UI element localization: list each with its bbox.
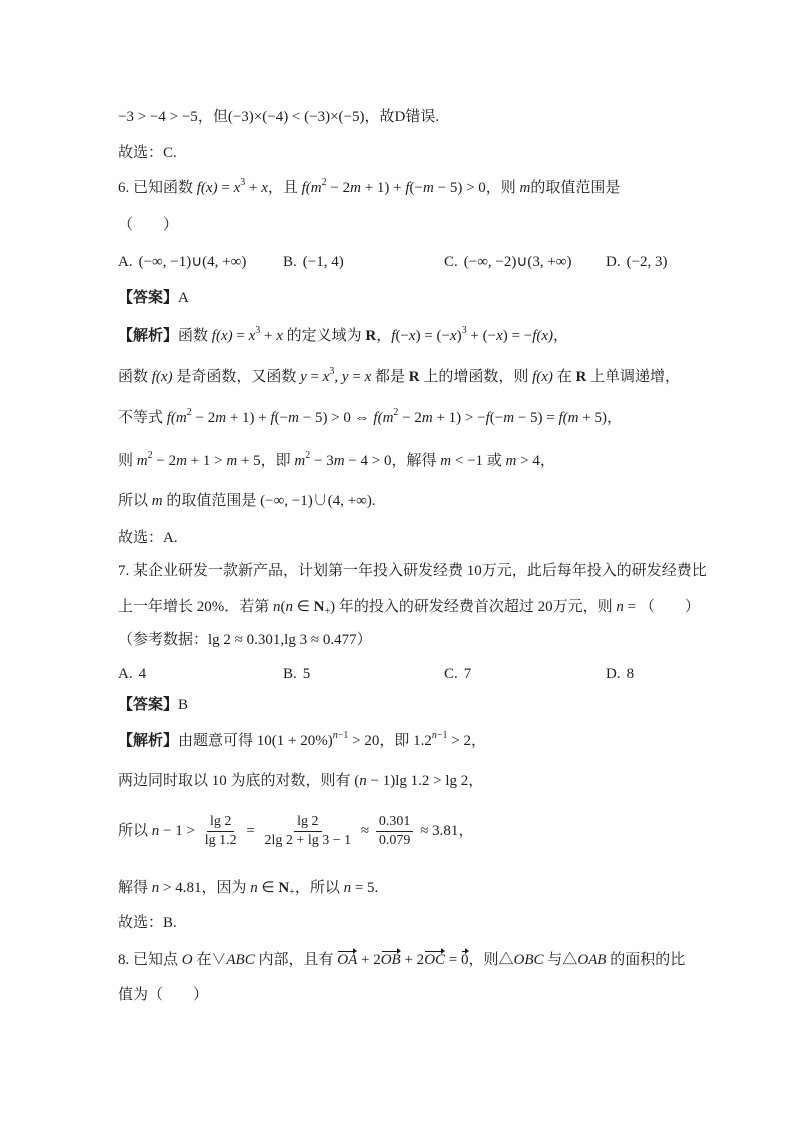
math-run: − 1 > [159,822,199,839]
text-run: 年的投入的研发经费首次超过 20万元，则 [335,599,617,615]
q6-stem-line-2 [118,214,178,236]
option-value: (−∞, −1)∪(4, +∞) [138,254,247,270]
math-run: (− [274,410,289,426]
option-label: B. [283,254,297,270]
math-variable: m [503,410,515,426]
q8-stem-line-2 [118,984,208,1006]
math-variable: f [270,410,275,426]
text-run: . [371,493,376,509]
math-run: ( [280,599,286,615]
text-run: 上的增函数，则 [419,369,533,385]
math-run: > 4.81 [159,880,202,896]
q7-option-d [606,663,634,685]
math-variable: n [431,730,437,741]
bold-label: 【答案】 [118,697,179,713]
exponent: 2 [321,177,327,188]
text-run: 故选：C. [118,145,177,161]
math-variable: x [276,328,283,344]
math-variable: n [151,880,160,896]
math-run: ≈ 3.81 [416,822,459,839]
math-run: = [232,328,249,344]
text-run: 在 [192,952,212,968]
text-run: 故选：A. [118,530,178,546]
math-variable: n [616,599,624,615]
exponent [333,730,349,741]
q6-analysis-line-5 [118,490,376,512]
text-run: 都是 [371,369,409,385]
math-run: − 5) > 0 ⇔ [298,410,374,426]
math-run: lg 2 ≈ 0.301,lg 3 ≈ 0.477 [208,632,357,648]
zero-vector: 0 [461,949,469,971]
denominator: 2lg 2 + lg 3 − 1 [264,833,352,848]
text-run: 解得 [118,880,152,896]
math-run: − 2 [152,453,177,469]
math-run: −1 [436,730,448,741]
q6-option-d [606,251,668,273]
triangle-symbol: △ [562,952,578,968]
text-run: ，且 [267,180,302,196]
q6-option-c [444,251,572,273]
option-value: 4 [138,666,147,682]
math-run: ≈ [357,822,373,839]
q6-analysis-line-4 [118,450,555,472]
prev-conclusion-line [118,106,439,128]
math-variable: n [273,599,281,615]
math-variable: n [151,822,160,839]
math-run: > 20 [348,733,380,749]
text-run: ， [468,773,484,789]
fraction-expanded [262,813,355,850]
math-variable: f [391,328,396,344]
text-run: ，故D错误. [364,109,440,125]
answer-blank: （ ） [118,217,179,233]
text-run: 与 [543,952,563,968]
math-variable: n [359,773,367,789]
math-run: + [260,328,277,344]
math-run: −3 > −4 > −5 [118,109,198,125]
math-run: (−∞, −1)∪(4, +∞) [260,493,372,509]
math-run: = [623,599,640,615]
math-variable: x [408,328,416,344]
text-run: 上一年增长 [118,599,197,615]
math-run: − 4 > 0 [344,453,392,469]
answer-value: A [178,290,189,306]
math-run: + 2 [357,952,381,968]
q6-analysis-line-3 [118,407,622,429]
math-variable: m [423,180,434,196]
q7-stem-line-2 [118,596,700,618]
q7-stem-line-1 [118,560,707,582]
text-run: ， [458,822,474,839]
text-run: 的面积的比 [606,952,686,968]
text-run: 6. 已知函数 [118,180,197,196]
math-run: + 1) + [360,180,406,196]
exponent: 3 [461,325,467,336]
text-run: 的定义域为 [282,328,366,344]
math-variable: ABC [226,952,255,968]
math-variable: f [485,410,490,426]
math-run: 20% [196,599,225,615]
math-run: = [348,369,365,385]
text-run: ， [553,328,569,344]
text-run: 则 [118,453,137,469]
math-variable: n [285,599,294,615]
math-run: − 2 [191,410,216,426]
text-run: 由题意可得 [178,733,257,749]
exponent [432,730,448,741]
math-run: < −1 [451,453,484,469]
exponent: 3 [240,177,246,188]
text-run: 上单调递增， [586,369,681,385]
text-run: 所以 [118,493,152,509]
math-variable: m [288,410,299,426]
q6-answer [118,287,189,309]
numerator: 0.301 [376,813,414,832]
math-run: = [445,952,461,968]
math-run: + [245,180,262,196]
math-variable: OAB [577,952,607,968]
fraction-numeric [376,813,414,850]
triangle-symbol: ∨ [211,952,227,968]
text-run: ， [606,410,622,426]
math-variable: m [151,493,163,509]
text-run: ，则 [485,180,520,196]
text-run: 值为（ ） [118,987,209,1003]
q6-analysis-line-1 [118,325,568,347]
text-run: . [374,880,379,896]
option-value: (−∞, −2)∪(3, +∞) [463,254,572,270]
math-run: (− [395,328,409,344]
math-run: = [306,369,323,385]
triangle-symbol: △ [498,952,514,968]
option-value: (−1, 4) [302,254,344,270]
text-run: 8. 已知点 [118,952,182,968]
option-label: A. [118,254,133,270]
math-variable: m [440,453,452,469]
numerator: lg 2 [207,813,234,832]
math-run: + 1) > − [432,410,486,426]
text-run: ，因为 [201,880,251,896]
option-value: 5 [302,666,311,682]
q7-analysis-line-4 [118,877,378,899]
math-run: ) = − [502,328,533,344]
math-run: + 5 [237,453,261,469]
math-run: − 3 [310,453,334,469]
q7-options [118,663,738,685]
math-variable: x [233,180,241,196]
math-variable: m [294,453,306,469]
math-run: (−3)×(−4) < (−3)×(−5) [227,109,365,125]
text-run: 或 [483,453,506,469]
denominator: lg 1.2 [204,833,237,848]
q7-reference-data [118,629,372,651]
exponent: 3 [255,325,261,336]
math-variable: m [226,453,238,469]
math-variable: m [215,410,227,426]
math-variable: f(m [373,410,394,426]
text-run: ，但 [197,109,228,125]
math-run: + 5) [578,410,607,426]
real-set-symbol: R [575,369,587,385]
option-value: (−2, 3) [626,254,668,270]
math-variable: f(m [166,410,187,426]
real-set-symbol: R [365,328,377,344]
math-variable: x [496,328,503,344]
q6-option-a [118,251,246,273]
text-run: 7. 某企业研发一款新产品，计划第一年投入研发经费 10万元，此后每年投入的研发经费比 [118,563,707,579]
option-value: 7 [463,666,472,682]
math-variable: n [332,730,338,741]
denominator: 0.079 [378,833,411,848]
math-run: + 1) + [226,410,271,426]
math-variable: x [248,328,256,344]
q7-answer [118,694,188,716]
math-run: ( [354,773,360,789]
numerator: lg 2 [294,813,321,832]
text-run: ， [539,453,555,469]
math-variable: x [261,180,268,196]
vector-oc: OC [424,949,445,971]
math-variable: m [176,453,187,469]
q8-stem-line-1 [118,949,685,971]
q6-option-b [283,251,344,273]
real-set-symbol: R [408,369,420,385]
math-run: > 4 [516,453,540,469]
text-run: ， [470,733,486,749]
q7-option-a [118,663,146,685]
math-variable: x [450,328,457,344]
option-label: D. [606,666,621,682]
math-run: 1.2 [413,733,432,749]
math-variable: f(x) [211,328,233,344]
natural-set-symbol: N [278,880,290,896]
math-variable: m [505,453,517,469]
text-run: 在 [552,369,576,385]
math-run: − 2 [398,410,422,426]
option-label: D. [606,254,621,270]
math-variable: m [350,180,361,196]
bold-label: 【答案】 [118,290,179,306]
q7-analysis-line-1 [118,730,486,752]
math-run: ) = (− [415,328,450,344]
math-variable: f(x) [196,180,218,196]
q7-analysis-line-3 [118,813,473,850]
text-run: ，解得 [391,453,441,469]
option-label: B. [283,666,297,682]
math-run: ) [330,599,336,615]
option-label: C. [444,666,458,682]
q7-choice-line [118,912,177,934]
option-value: 8 [626,666,635,682]
text-run: ， [376,328,392,344]
q6-analysis-line-2 [118,366,680,388]
math-run: = [217,180,234,196]
math-variable: x [322,369,330,385]
math-run: > 2 [447,733,471,749]
math-variable: OBC [513,952,544,968]
math-run: − 1)lg 1.2 > lg 2 [366,773,469,789]
math-run: + 1 > [186,453,227,469]
q7-analysis-line-2 [118,770,483,792]
text-run: ，所以 [294,880,344,896]
math-run: −1 [337,730,349,741]
exponent: 2 [147,450,153,461]
math-variable: m [333,453,345,469]
bold-label: 【解析】 [118,328,179,344]
text-run: 两边同时取以 10 为底的对数，则有 [118,773,355,789]
exponent: 3 [329,366,335,377]
math-variable: f(x) [532,369,553,385]
math-variable: n [343,880,352,896]
answer-blank: （ ） [639,599,700,615]
text-run: ，则 [468,952,499,968]
exponent: 2 [186,407,192,418]
prev-choice-line [118,142,177,164]
math-variable: y [341,369,349,385]
math-run: = [242,822,259,839]
math-variable: x [364,369,372,385]
math-variable: O [181,952,193,968]
math-run: 10(1 + 20%) [256,733,333,749]
q7-option-b [283,663,310,685]
math-variable: y [300,369,307,385]
text-run: 函数 [178,328,212,344]
exponent: 2 [305,450,311,461]
subscript: + [289,887,295,898]
math-run: , [334,369,342,385]
math-run: = 5 [351,880,375,896]
math-run: ) [456,328,462,344]
text-run: 函数 [118,369,152,385]
math-run: − 5) > 0 [433,180,486,196]
text-run: （参考数据： [118,632,209,648]
text-run: 不等式 [118,410,167,426]
q6-choice-line [118,527,178,549]
text-run: 是奇函数，又函数 [172,369,301,385]
math-run: ∈ [257,880,279,896]
math-variable: n [250,880,258,896]
subscript: + [324,606,331,617]
option-label: C. [444,254,458,270]
text-run: 内部，且有 [254,952,338,968]
option-label: A. [118,666,133,682]
math-run: − 2 [326,180,351,196]
q7-option-c [444,663,471,685]
math-variable: f(m [558,410,579,426]
math-run: − 5) = [514,410,559,426]
natural-set-symbol: N [313,599,325,615]
fraction-lg2-over-lg1.2 [202,813,240,850]
q6-stem-line-1 [118,177,620,199]
math-run: (− [409,180,424,196]
math-run: (− [489,410,504,426]
text-run: 所以 [118,822,152,839]
answer-value: B [178,697,189,713]
math-variable: m [519,180,531,196]
text-run: ） [356,632,372,648]
vector-oa: OA [337,949,357,971]
text-run: ，即 [260,453,295,469]
math-variable: f(x) [151,369,173,385]
exponent: 2 [393,407,399,418]
math-variable: m [136,453,148,469]
text-run: ．若第 [224,599,274,615]
text-run: 的取值范围是 [530,180,621,196]
math-variable: m [421,410,433,426]
math-variable: f(x) [532,328,554,344]
math-run: + (− [466,328,497,344]
bold-label: 【解析】 [118,733,179,749]
math-run: ∈ [293,599,314,615]
math-run: + 2 [400,952,425,968]
math-variable: f(m [301,180,322,196]
text-run: 的取值范围是 [162,493,261,509]
vector-ob: OB [381,949,401,971]
text-run: ，即 [379,733,414,749]
q6-options [118,251,738,273]
text-run: 故选：B. [118,915,177,931]
math-variable: f [405,180,410,196]
